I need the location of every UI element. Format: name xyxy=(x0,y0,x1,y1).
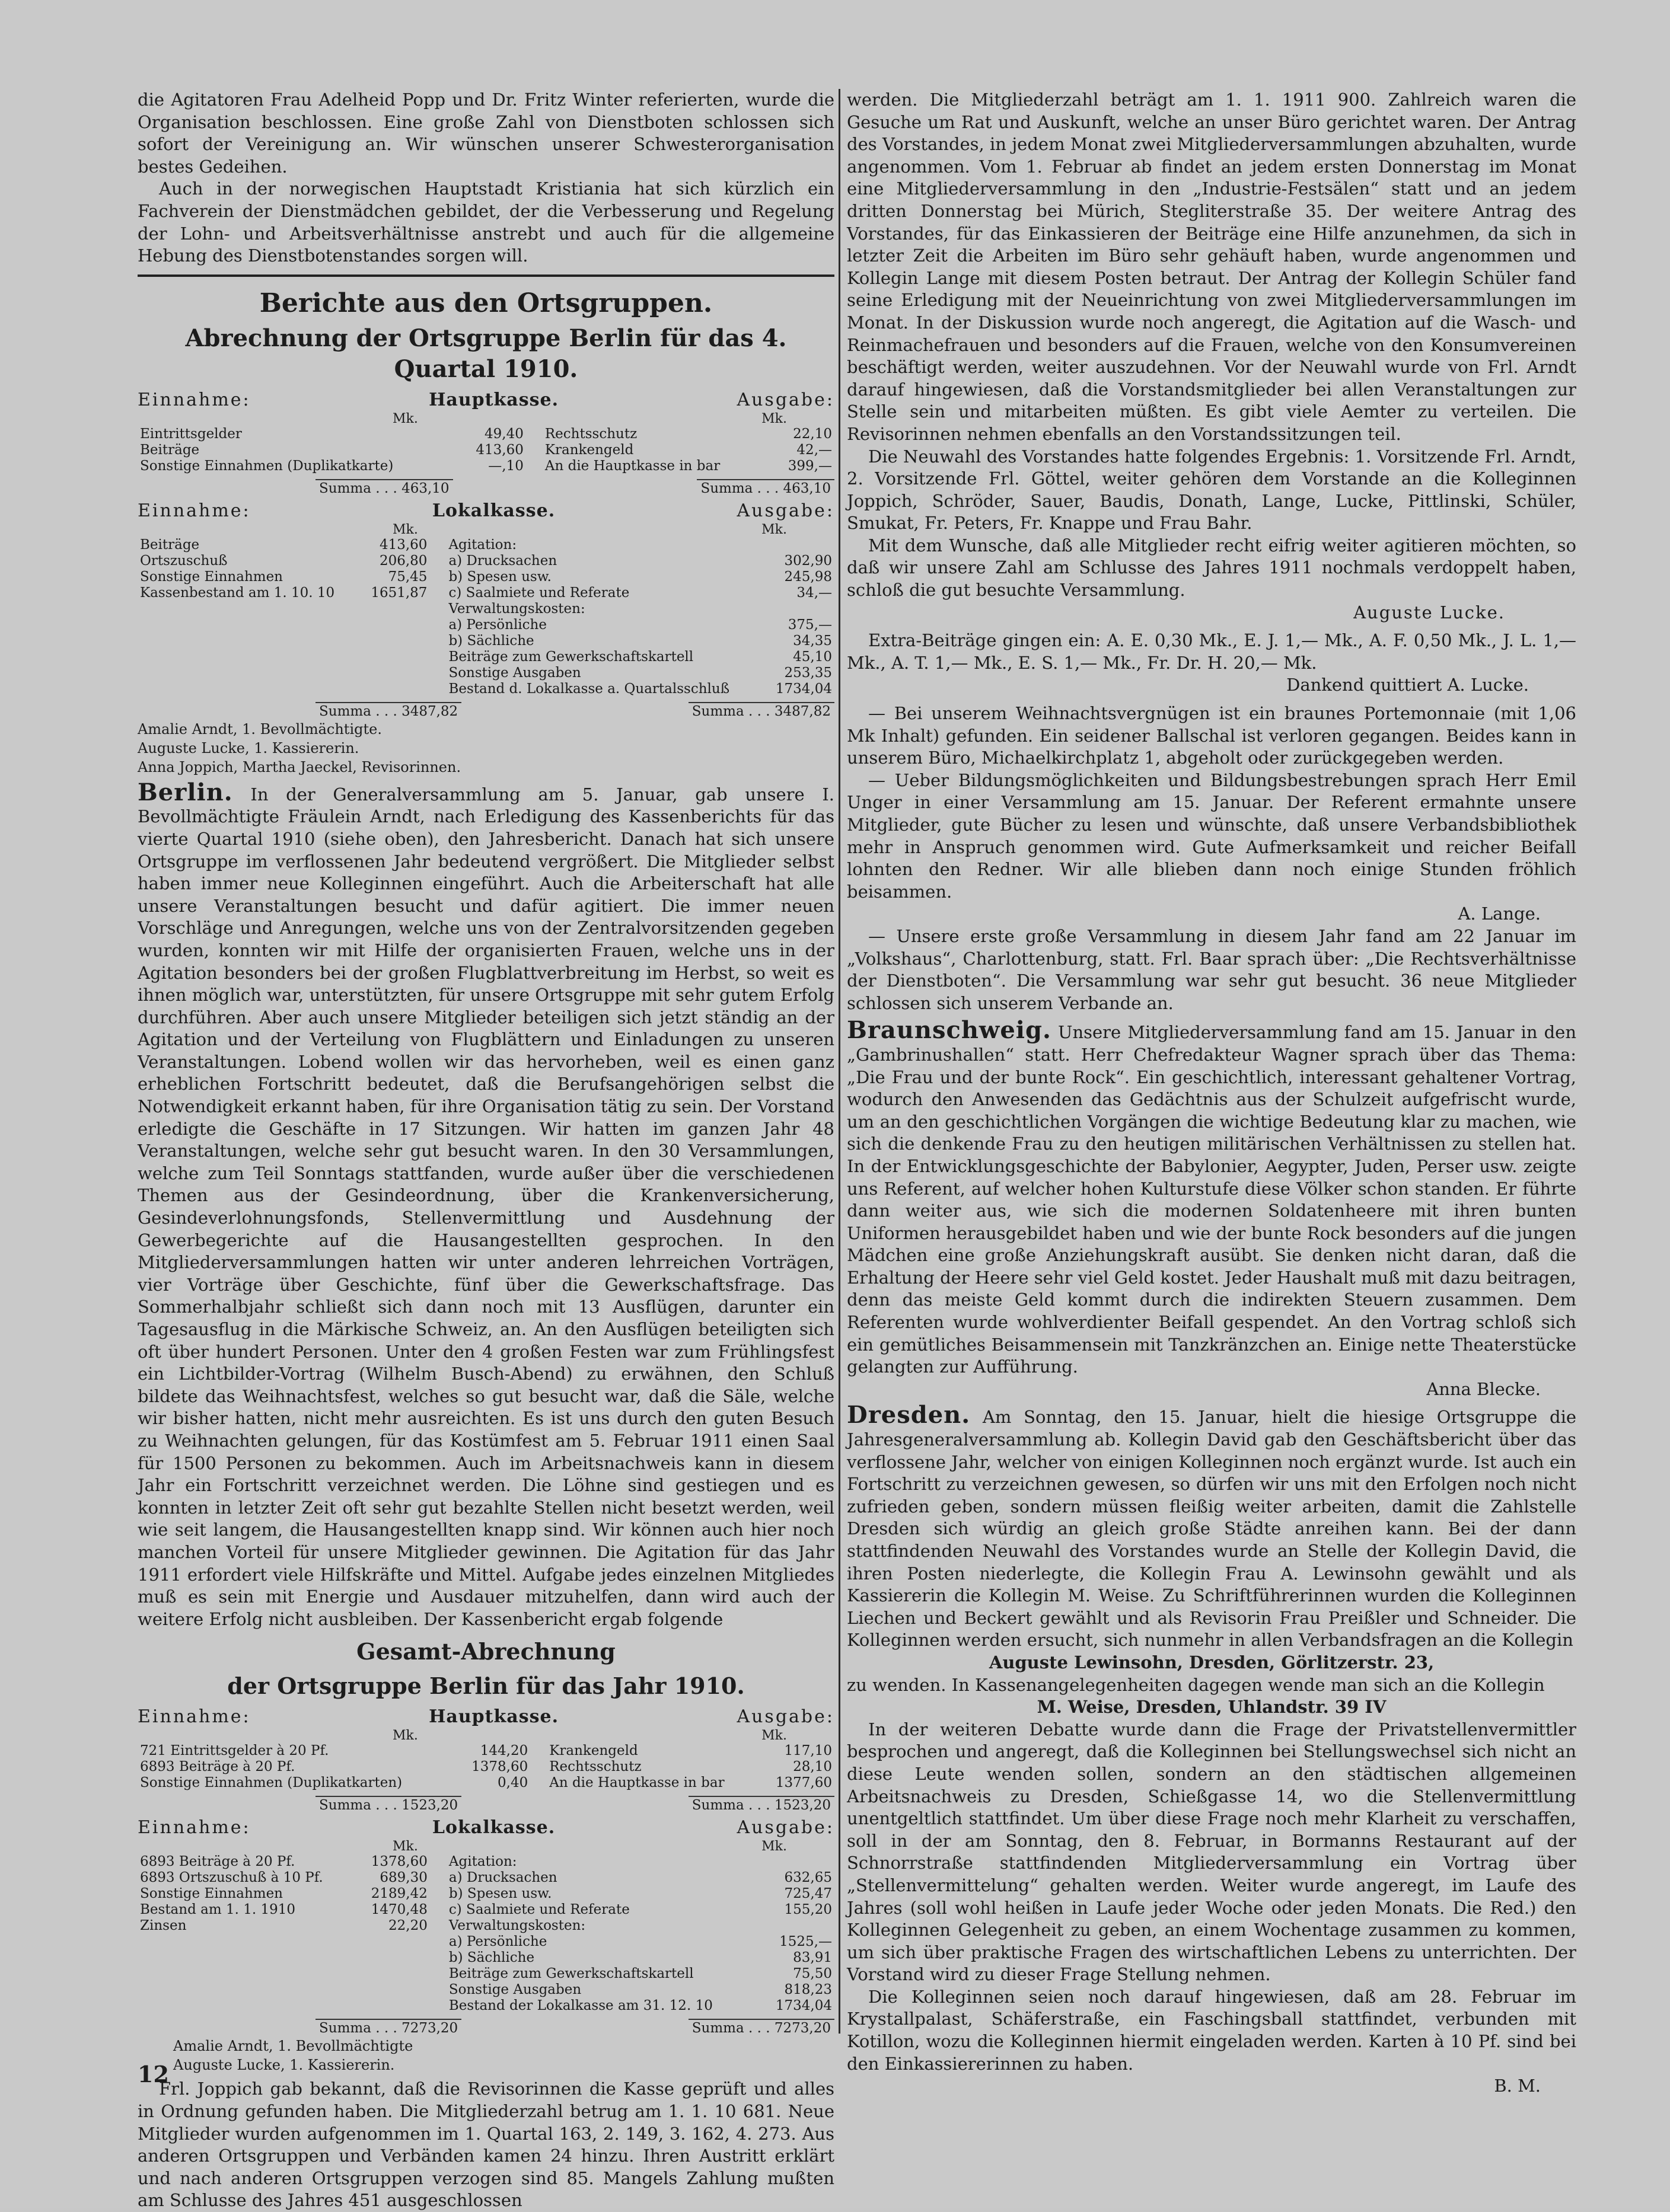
q4-title: Abrechnung der Ortsgruppe Berlin für das 4. Quartal 1910. xyxy=(185,324,787,383)
dresden-report xyxy=(847,1401,1577,1652)
kasse-label: Hauptkasse. xyxy=(429,389,559,410)
signature: Auguste Lucke. xyxy=(1353,602,1505,623)
year-lokal-header xyxy=(138,1816,834,1840)
item-right: c) Saalmiete und Referate xyxy=(448,585,630,601)
kristiania-paragraph: Auch in der norwegischen Hauptstadt Kristiania hat sich kürzlich ein Fachverein der Dienstmädchen gebildet, der die Verbesserung und Regelung der Lohn- und Arbeitsverhältnisse anstrebt und auch für die allgemeine Hebung des Dienstbotenstandes sorgen will. xyxy=(138,178,834,266)
amount-right: 725,47 xyxy=(784,1886,832,1902)
q4-hauptkasse xyxy=(138,388,834,497)
unit-left: Mk. xyxy=(393,1728,418,1744)
year-lokal-table xyxy=(138,1854,834,2014)
gap xyxy=(430,1918,447,1934)
berlin-report xyxy=(138,778,834,1631)
item-left xyxy=(138,617,359,633)
amount-right: 22,10 xyxy=(793,426,832,442)
amount-left: 49,40 xyxy=(485,426,524,442)
gap xyxy=(430,1934,447,1950)
item-right: b) Sächliche xyxy=(448,1950,535,1966)
signature: Anna Blecke. xyxy=(1426,1378,1541,1399)
sum-right: Summa . . . 7273,20 xyxy=(689,2019,834,2037)
account-row xyxy=(138,1886,834,1902)
q4-signatures xyxy=(138,720,834,777)
kasse-label: Hauptkasse. xyxy=(429,1706,559,1728)
gap xyxy=(430,1998,447,2014)
ausgabe-label: Ausgabe: xyxy=(737,500,834,521)
amount-right: 155,20 xyxy=(784,1902,832,1918)
section-rule xyxy=(138,274,834,277)
amount-left xyxy=(360,1950,430,1966)
gap xyxy=(526,426,543,442)
unit-right: Mk. xyxy=(761,522,787,537)
address-lewinsohn: Auguste Lewinsohn, Dresden, Görlitzerstr. 23, xyxy=(989,1652,1435,1672)
q4-lokalkasse xyxy=(138,499,834,777)
amount-left: 22,20 xyxy=(388,1918,428,1934)
gap xyxy=(429,553,446,569)
gap xyxy=(430,1870,447,1886)
item-left: Beiträge xyxy=(140,537,200,553)
amount-left xyxy=(359,681,429,697)
sum-right: Summa . . . 463,10 xyxy=(697,479,834,497)
item-right: b) Spesen usw. xyxy=(448,1886,552,1902)
account-row xyxy=(138,681,834,697)
item-left: 721 Eintrittsgelder à 20 Pf. xyxy=(140,1743,329,1759)
year-haupt-table xyxy=(138,1743,834,1791)
amount-left: 0,40 xyxy=(498,1775,528,1791)
amount-left: 689,30 xyxy=(380,1870,428,1886)
year-title-2: der Ortsgruppe Berlin für das Jahr 1910. xyxy=(227,1672,745,1700)
item-right: Beiträge zum Gewerkschaftskartell xyxy=(448,1966,694,1982)
gap xyxy=(530,1743,547,1759)
unger-report: — Ueber Bildungsmöglichkeiten und Bildungsbestrebungen sprach Herr Emil Unger in einer Versammlung am 15. Januar. Der Referent ermahnte unsere Mitglieder, gute Bücher zu lesen und wünschte, daß unsere Verbandsbibliothek mehr in Anspruch genommen wird. Gute Aufmerksamkeit und reicher Beifall lohnten den Redner. Wir alle blieben dann noch einige Stunden fröhlich beisammen. xyxy=(847,770,1576,902)
amount-right: 42,— xyxy=(796,442,832,458)
dresden-debate: In der weiteren Debatte wurde dann die Frage der Privatstellenvermittler besprochen und angeregt, daß die Kolleginnen bei Stellungswechsel sich nicht an diese Leute wenden sollen, sondern an den städtischen allgemeinen Arbeitsnachweis zu Dresden, Schießgasse 14, wo die Stellenvermittlung unentgeltlich stattfindet. Um über diese Frage noch mehr Klarheit zu verschaffen, soll in der am Sonntag, den 8. Februar, in Bormanns Restaurant auf der Schnorrstraße stattfindenden Mitgliederversammlung ein Vortrag über „Stellenvermittelung“ gehalten werden. Weiter wurde angeregt, im Laufe des Jahres (soll wohl heißen in Laufe jeder Woche oder jeden Monats. Die Red.) den Kolleginnen Gelegenheit zu geben, an einem Wochentage zusammen zu kommen, um sich über praktische Fragen des wirtschaftlichen Lebens zu unterrichten. Der Vorstand wird zu dieser Frage Stellung nehmen. xyxy=(847,1719,1576,1985)
item-left: 6893 Ortszuschuß à 10 Pf. xyxy=(140,1870,323,1886)
item-right: Verwaltungskosten: xyxy=(448,1918,586,1934)
amount-right xyxy=(764,601,834,617)
amount-left: 75,45 xyxy=(388,569,428,585)
item-right: b) Spesen usw. xyxy=(448,569,552,585)
account-row xyxy=(138,442,834,458)
account-row xyxy=(138,665,834,681)
right-column xyxy=(847,89,1576,2098)
amount-right: 818,23 xyxy=(784,1982,832,1998)
braunschweig-report xyxy=(847,1016,1576,1378)
account-row xyxy=(138,1870,834,1886)
berlin-text: In der Generalversammlung am 5. Januar, gab unsere I. Bevollmächtigte Fräulein Arndt, nach Erledigung des Kassenberichts für das vierte Quartal 1910 (siehe oben), den Jahresbericht. Danach hat sich unsere Ortsgruppe im verflossenen Jahr bedeutend vergrößert. Die Mitglieder selbst haben immer neue Kolleginnen eingeführt. Auch die Arbeiterschaft hat alle unsere Veranstaltungen besucht und dafür agitiert. Die immer neuen Vorschläge und Anregungen, welche uns von der Zentralvorsitzenden gegeben wurden, konnten wir mit Hilfe der organisierten Frauen, welche uns in der Agitation besonders bei der großen Flugblattverbreitung im Herbst, so weit es ihnen möglich war, unterstützten, für unsere Ortsgruppe mit sehr gutem Erfolg durchführen. Aber auch unsere Mitglieder beteiligen sich jetzt ständig an der Agitation und der Verteilung von Flugblättern und Einladungen zu unseren Veranstaltungen. Lobend wollen wir das hervorheben, weil es einen ganz erheblichen Fortschritt bedeutet, daß die Berufsangehörigen selbst die Notwendigkeit erkannt haben, für ihre Organisation tätig zu sein. Der Vorstand erledigte die Geschäfte in 17 Sitzungen. Wir hatten im ganzen Jahr 48 Veranstaltungen, welche sehr gut besucht waren. In den 30 Versammlungen, welche zum Teil Sonntags stattfanden, wurde außer über die verschiedenen Themen aus der Gesindeordnung, über die Krankenversicherung, Gesindeverlohnungsfonds, Stellenvermittlung und Ausdehnung der Gewerbegerichte auf die Hausangestellten gesprochen. In den Mitgliederversammlungen hatten wir unter anderen lehrreichen Vorträgen, vier Vorträge über Geschichte, fünf über die Gewerkschaftsfrage. Das Sommerhalbjahr schließt sich dann noch mit 13 Ausflügen, darunter ein Tagesausflug in die Märkische Schweiz, an. An den Ausflügen beteiligten sich oft über hundert Personen. Unter den 4 großen Festen war zum Frühlingsfest ein Lichtbilder-Vortrag (Wilhelm Busch-Abend) zu erwähnen, den Schluß bildete das Weihnachtsfest, welches so gut besucht war, daß die Säle, welche wir bisher hatten, nicht mehr ausreichten. Es ist uns durch den guten Besuch zu Weihnachten gelungen, für das Kostümfest am 5. Februar 1911 einen Saal für 1500 Personen zu bekommen. Auch im Arbeitsnachweis kann in diesem Jahr ein Fortschritt verzeichnet werden. Die Löhne sind gestiegen und es konnten in letzter Zeit oft sehr gut bezahlte Stellen nicht besetzt werden, weil wie seit langem, die Hausangestellten knapp sind. Wir können auch hier noch manchen Vorteil für unsere Mitglieder gewinnen. Die Agitation für das Jahr 1911 erfordert viele Hilfskräfte und Mittel. Aufgabe jedes einzelnen Mitgliedes muß es sein mit Energie und Ausdauer mitzuhelfen, dann wird auch der weitere Erfolg nicht ausbleiben. Der Kassenbericht ergab folgende xyxy=(138,784,834,1629)
amount-left xyxy=(360,1982,430,1998)
amount-right: 83,91 xyxy=(793,1950,832,1966)
year-hauptkasse xyxy=(138,1705,834,1814)
amount-right xyxy=(764,1918,834,1934)
kasse-label: Lokalkasse. xyxy=(432,1817,556,1838)
item-right: Agitation: xyxy=(448,537,517,553)
amount-left: 1651,87 xyxy=(371,585,428,601)
berlin-heading: Berlin. xyxy=(138,778,233,806)
unit-left: Mk. xyxy=(393,411,418,426)
account-row xyxy=(138,1918,834,1934)
item-left: Eintrittsgelder xyxy=(140,426,242,442)
account-row xyxy=(138,585,834,601)
item-left: Kassenbestand am 1. 10. 10 xyxy=(140,585,335,601)
dresden-ball: Die Kolleginnen seien noch darauf hingewiesen, daß am 28. Februar im Krystallpalast, Schäferstraße, ein Faschingsball stattfindet, verbunden mit Kotillon, wozu die Kolleginnen hiermit eingeladen werden. Karten à 10 Pf. sind bei den Einkassiererinnen zu haben. xyxy=(847,1986,1576,2074)
ausgabe-label: Ausgabe: xyxy=(737,1706,834,1728)
q4-lokal-sum xyxy=(138,702,834,720)
account-row xyxy=(138,1854,834,1870)
amount-left: 413,60 xyxy=(379,537,428,553)
gap xyxy=(530,1759,547,1775)
closing-paragraph: Frl. Joppich gab bekannt, daß die Revisorinnen die Kasse geprüft und alles in Ordnung gefunden haben. Die Mitgliederzahl betrug am 1. 1. 10 681. Neue Mitglieder wurden aufgenommen im 1. Quartal 163, 2. 149, 3. 162, 4. 273. Aus anderen Ortsgruppen und Verbänden kamen 24 hinzu. Ihren Austritt erklärt und nach anderen Ortsgruppen verzogen sind 85. Mangels Zahlung mußten am Schlusse des Jahres 451 ausgeschlossen xyxy=(138,2079,834,2211)
item-left: 6893 Beiträge à 20 Pf. xyxy=(140,1759,295,1775)
einnahme-label: Einnahme: xyxy=(138,389,251,410)
year-lokal-sum xyxy=(138,2019,834,2037)
account-row xyxy=(138,1998,834,2014)
gap xyxy=(429,601,446,617)
extra-signature: Dankend quittiert A. Lucke. xyxy=(1286,675,1529,695)
kasse-label: Lokalkasse. xyxy=(432,500,556,521)
item-left: Sonstige Einnahmen (Duplikatkarte) xyxy=(140,458,394,474)
item-right: Verwaltungskosten: xyxy=(448,601,585,617)
sum-left: Summa . . . 7273,20 xyxy=(315,2019,461,2037)
year-haupt-sum xyxy=(138,1796,834,1814)
dresden-heading: Dresden. xyxy=(847,1401,971,1429)
item-right: An die Hauptkasse in bar xyxy=(544,458,721,474)
vorstand-wahl: Die Neuwahl des Vorstandes hatte folgendes Ergebnis: 1. Vorsitzende Frl. Arndt, 2. Vorsitzende Frl. Göttel, weiter gehören dem Vorstande an die Kolleginnen Joppich, Schröder, Sauer, Baudis, Donath, Lange, Lucke, Pittlinski, Schüler, Smukat, Fr. Peters, Fr. Knappe und Frau Bahr. xyxy=(847,446,1576,534)
item-left: Ortszuschuß xyxy=(140,553,228,569)
amount-right: 34,35 xyxy=(793,633,832,649)
unit-left: Mk. xyxy=(393,522,418,537)
q4-lokal-header xyxy=(138,499,834,523)
item-right: Rechtsschutz xyxy=(549,1759,642,1775)
gap xyxy=(430,1902,447,1918)
section-title: Berichte aus den Ortsgruppen. xyxy=(259,288,713,318)
amount-right: 1377,60 xyxy=(775,1775,832,1791)
amount-left: —,10 xyxy=(488,458,524,474)
item-right: Krankengeld xyxy=(544,442,634,458)
sum-right: Summa . . . 3487,82 xyxy=(689,702,834,720)
year-signatures xyxy=(138,2037,834,2074)
item-right: Bestand d. Lokalkasse a. Quartalsschluß xyxy=(448,681,730,697)
account-row xyxy=(138,1966,834,1982)
gap xyxy=(429,649,446,665)
unit-right: Mk. xyxy=(761,1728,787,1744)
left-column xyxy=(138,89,834,2212)
item-right: Rechtsschutz xyxy=(544,426,638,442)
amount-right: 75,50 xyxy=(793,1966,832,1982)
year-lokalkasse xyxy=(138,1816,834,2074)
gap xyxy=(429,665,446,681)
unit-left: Mk. xyxy=(393,1839,418,1854)
amount-left: 1378,60 xyxy=(371,1854,428,1870)
q4-lokal-table xyxy=(138,537,834,697)
unit-right: Mk. xyxy=(761,1839,787,1854)
amount-right: 245,98 xyxy=(784,569,832,585)
account-row xyxy=(138,426,834,442)
item-left xyxy=(138,665,359,681)
ausgabe-label: Ausgabe: xyxy=(737,1817,834,1838)
amount-right: 632,65 xyxy=(784,1870,832,1886)
gap xyxy=(429,585,446,601)
account-row xyxy=(138,601,834,617)
account-row xyxy=(138,1759,834,1775)
amount-right: 399,— xyxy=(788,458,832,474)
item-left: Bestand am 1. 1. 1910 xyxy=(140,1902,295,1918)
amount-left: 413,60 xyxy=(476,442,524,458)
gap xyxy=(429,617,446,633)
account-row xyxy=(138,569,834,585)
amount-left: 2189,42 xyxy=(371,1886,428,1902)
amount-right: 1734,04 xyxy=(775,1998,832,2014)
amount-right: 34,— xyxy=(796,585,832,601)
gap xyxy=(430,1982,447,1998)
item-right: a) Drucksachen xyxy=(448,553,557,569)
berlin-continued: werden. Die Mitgliederzahl beträgt am 1. 1. 1911 900. Zahlreich waren die Gesuche um Rat und Auskunft, welche an unser Büro gerichtet waren. Der Antrag des Vorstandes, in jedem Monat zwei Mitgliederversammlungen abzuhalten, wurde angenommen. Vom 1. Februar ab findet an jedem ersten Donnerstag im Monat eine Mitgliederversammlung in den „Industrie-Festsälen“ statt und an jedem dritten Donnerstag bei Mürich, Stegliterstraße 35. Der weitere Antrag des Vorstandes, für das Einkassieren der Beiträge eine Hilfe anzunehmen, da sich in letzter Zeit die Arbeiten im Büro sehr gehäuft haben, wurde angenommen und Kollegin Lange mit diesem Posten betraut. Der Antrag der Kollegin Schüler fand seine Erledigung mit der Neueinrichtung von zwei Mitgliederversammlungen im Monat. In der Diskussion wurde noch angeregt, die Agitation auf die Wasch- und Reinmachefrauen und besonders auf die Frauen, welche von den Konsumvereinen beschäftigt werden, weiter auszudehnen. Vor der Neuwahl wurde von Frl. Arndt darauf hingewiesen, daß die Vorstandsmitglieder bei allen Veranstaltungen zur Stelle sein und mitarbeiten müßten. Es gibt viele Aemter zu verteilen. Die Revisorinnen nehmen ebenfalls an den Vorstandssitzungen teil. xyxy=(847,90,1576,444)
amount-left xyxy=(360,1998,430,2014)
signature: A. Lange. xyxy=(1458,904,1541,924)
item-right: a) Persönliche xyxy=(448,1934,547,1950)
closing-wish: Mit dem Wunsche, daß alle Mitglieder recht eifrig weiter agitieren möchten, so daß wir unsere Zahl am Schlusse des Jahres 1911 nochmals verdoppelt haben, schloß die gut besuchte Versammlung. xyxy=(847,535,1576,601)
q4-haupt-sum xyxy=(138,479,834,497)
item-right: a) Drucksachen xyxy=(448,1870,557,1886)
amount-right: 302,90 xyxy=(784,553,832,569)
item-right: Bestand der Lokalkasse am 31. 12. 10 xyxy=(448,1998,713,2014)
q4-haupt-table xyxy=(138,426,834,474)
signature: B. M. xyxy=(1494,2076,1541,2096)
amount-left xyxy=(359,601,429,617)
amount-right: 1525,— xyxy=(779,1934,832,1950)
unit-right: Mk. xyxy=(761,411,787,426)
lost-found: — Bei unserem Weihnachtsvergnügen ist ein braunes Portemonnaie (mit 1,06 Mk Inhalt) gefunden. Ein seidener Ballschal ist verloren gegangen. Beides kann in unserem Büro, Michaelkirchplatz 1, abgeholt oder zurückgegeben werden. xyxy=(847,703,1576,768)
gap xyxy=(429,537,446,553)
gap xyxy=(526,442,543,458)
account-row xyxy=(138,1743,834,1759)
amount-right xyxy=(764,1854,834,1870)
einnahme-label: Einnahme: xyxy=(138,1817,251,1838)
gap xyxy=(430,1950,447,1966)
amount-right: 117,10 xyxy=(784,1743,832,1759)
item-right: c) Saalmiete und Referate xyxy=(448,1902,630,1918)
item-left: Sonstige Einnahmen xyxy=(140,569,283,585)
amount-left xyxy=(359,665,429,681)
amount-right: 375,— xyxy=(788,617,832,633)
unit-row xyxy=(138,1729,834,1743)
gap xyxy=(429,681,446,697)
item-left xyxy=(138,633,359,649)
signature: Auguste Lucke, 1. Kassiererin. xyxy=(173,2057,395,2074)
einnahme-label: Einnahme: xyxy=(138,500,251,521)
item-right: a) Persönliche xyxy=(448,617,547,633)
item-right: Beiträge zum Gewerkschaftskartell xyxy=(448,649,694,665)
amount-right: 28,10 xyxy=(793,1759,832,1775)
sum-right: Summa . . . 1523,20 xyxy=(689,1796,834,1814)
item-right: Krankengeld xyxy=(549,1743,638,1759)
item-left xyxy=(138,1966,360,1982)
address-weise: M. Weise, Dresden, Uhlandstr. 39 IV xyxy=(1037,1697,1387,1718)
amount-left xyxy=(360,1966,430,1982)
account-row xyxy=(138,649,834,665)
sum-left: Summa . . . 1523,20 xyxy=(315,1796,461,1814)
extra-contributions: Extra-Beiträge gingen ein: A. E. 0,30 Mk., E. J. 1,— Mk., A. F. 0,50 Mk., J. L. 1,— Mk., A. T. 1,— Mk., E. S. 1,— Mk., Fr. Dr. H. 20,— Mk. xyxy=(847,630,1576,673)
account-row xyxy=(138,1950,834,1966)
item-left: Beiträge xyxy=(140,442,200,458)
braunschweig-heading: Braunschweig. xyxy=(847,1016,1051,1045)
page-number: 12 xyxy=(138,2061,169,2087)
amount-right xyxy=(764,537,834,553)
gap xyxy=(530,1775,547,1791)
gap xyxy=(429,569,446,585)
amount-right: 45,10 xyxy=(793,649,832,665)
amount-right: 1734,04 xyxy=(775,681,832,697)
item-left xyxy=(138,1934,360,1950)
einnahme-label: Einnahme: xyxy=(138,1706,251,1728)
item-left xyxy=(138,681,359,697)
item-left xyxy=(138,1982,360,1998)
amount-left: 144,20 xyxy=(480,1743,528,1759)
amount-left: 1470,48 xyxy=(371,1902,428,1918)
item-left xyxy=(138,601,359,617)
gap xyxy=(429,633,446,649)
account-row xyxy=(138,1934,834,1950)
amount-right: 253,35 xyxy=(784,665,832,681)
gap xyxy=(526,458,543,474)
account-row xyxy=(138,537,834,553)
item-left: Sonstige Einnahmen xyxy=(140,1886,283,1902)
signature: Amalie Arndt, 1. Bevollmächtigte. xyxy=(138,720,382,738)
account-row xyxy=(138,458,834,474)
dresden-text: Am Sonntag, den 15. Januar, hielt die hiesige Ortsgruppe die Jahresgeneralversammlung ab. Kollegin David gab den Geschäftsbericht über das verflossene Jahr, welcher von einigen Kolleginnen noch ergänzt wurde. Ist auch ein Fortschritt zu verzeichnen gewesen, so dürfen wir uns mit den Erfolgen noch nicht zufrieden geben, sondern müssen fleißig weiter arbeiten, damit die Zahlstelle Dresden sich würdig an gleich große Städte anreihen kann. Bei der dann stattfindenden Neuwahl des Vorstandes wurde an Stelle der Kollegin David, die ihren Posten niederlegte, die Kollegin Frau A. Lewinsohn gewählt und als Kassiererin die Kollegin M. Weise. Zu Schriftführerinnen wurden die Kolleginnen Liechen und Beckert gewählt und als Revisorin Frau Preißler und Schneider. Die Kolleginnen werden ersucht, sich nunmehr in allen Verbandsfragen an die Kollegin xyxy=(847,1407,1577,1651)
item-left: Sonstige Einnahmen (Duplikatkarten) xyxy=(140,1775,403,1791)
gap xyxy=(430,1886,447,1902)
gap xyxy=(430,1854,447,1870)
signature: Amalie Arndt, 1. Bevollmächtigte xyxy=(173,2038,413,2055)
signature: Auguste Lucke, 1. Kassiererin. xyxy=(138,739,359,757)
item-right: An die Hauptkasse in bar xyxy=(549,1775,725,1791)
account-row xyxy=(138,1775,834,1791)
ausgabe-label: Ausgabe: xyxy=(737,389,834,410)
sum-left: Summa . . . 463,10 xyxy=(315,479,453,497)
item-left xyxy=(138,1998,360,2014)
item-right: Sonstige Ausgaben xyxy=(448,1982,582,1998)
item-left xyxy=(138,649,359,665)
item-left: 6893 Beiträge à 20 Pf. xyxy=(140,1854,295,1870)
q4-haupt-header xyxy=(138,388,834,412)
account-row xyxy=(138,1982,834,1998)
item-left: Zinsen xyxy=(140,1918,187,1934)
unit-row xyxy=(138,1840,834,1854)
unit-row xyxy=(138,412,834,426)
account-row xyxy=(138,633,834,649)
year-haupt-header xyxy=(138,1705,834,1729)
amount-left: 1378,60 xyxy=(471,1759,528,1775)
item-right: Agitation: xyxy=(448,1854,517,1870)
address-intro: zu wenden. In Kassenangelegenheiten dagegen wende man sich an die Kollegin xyxy=(847,1674,1545,1695)
sum-left: Summa . . . 3487,82 xyxy=(315,702,461,720)
account-row xyxy=(138,1902,834,1918)
item-right: b) Sächliche xyxy=(448,633,534,649)
year-title-1: Gesamt-Abrechnung xyxy=(356,1638,616,1665)
account-row xyxy=(138,617,834,633)
amount-left xyxy=(360,1934,430,1950)
item-left xyxy=(138,1950,360,1966)
unit-row xyxy=(138,523,834,537)
account-row xyxy=(138,553,834,569)
column-divider xyxy=(839,89,840,2034)
item-right: Sonstige Ausgaben xyxy=(448,665,581,681)
intro-paragraph: die Agitatoren Frau Adelheid Popp und Dr. Fritz Winter referierten, wurde die Organisation beschlossen. Eine große Zahl von Dienstboten schlossen sich sofort der Vereinigung an. Wir wünschen unserer Schwesterorganisation bestes Gedeihen. xyxy=(138,90,834,177)
signature: Anna Joppich, Martha Jaeckel, Revisorinnen. xyxy=(138,758,461,775)
amount-left xyxy=(359,633,429,649)
gap xyxy=(430,1966,447,1982)
volkshaus-report: — Unsere erste große Versammlung in diesem Jahr fand am 22 Januar im „Volkshaus“, Charlottenburg, statt. Frl. Baar sprach über: „Die Rechtsverhältnisse der Dienstboten“. Die Versammlung war sehr gut besucht. 36 neue Mitglieder schlossen sich unserem Verbande an. xyxy=(847,925,1576,1013)
amount-left xyxy=(359,649,429,665)
amount-left xyxy=(359,617,429,633)
amount-left: 206,80 xyxy=(379,553,428,569)
braunschweig-text: Unsere Mitgliederversammlung fand am 15. Januar in den „Gambrinushallen“ statt. Herr Chefredakteur Wagner sprach über das Thema: „Die Frau und der bunte Rock“. Ein geschichtlich, interessant gehaltener Vortrag, wodurch den Anwesenden das Gedächtnis aus der Schulzeit aufgefrischt wurde, um an den geschichtlichen Vorgängen die wichtige Bedeutung klar zu machen, wie sich die denkende Frau zu den heutigen militärischen Verhältnissen zu stellen hat. In der Entwicklungsgeschichte der Babylonier, Aegypter, Juden, Perser usw. zeigte uns Referent, auf welcher hohen Kulturstufe diese Völker schon standen. Er führte dann weiter aus, wie sich die modernen Soldatenheere mit ihren bunten Uniformen herausgebildet haben und wie der bunte Rock besonders auf die jungen Mädchen eine große Anziehungskraft ausübt. Sie denken nicht daran, daß die Erhaltung der Heere sehr viel Geld kostet. Jeder Haushalt muß mit dazu beitragen, denn das meiste Geld kommt durch die indirekten Steuern zusammen. Dem Referenten wurde wohlverdienter Beifall gespendet. An den Vortrag schloß sich ein gemütliches Beisammensein mit Tanzkränzchen an. Einige nette Theaterstücke gelangten zur Aufführung. xyxy=(847,1022,1576,1377)
